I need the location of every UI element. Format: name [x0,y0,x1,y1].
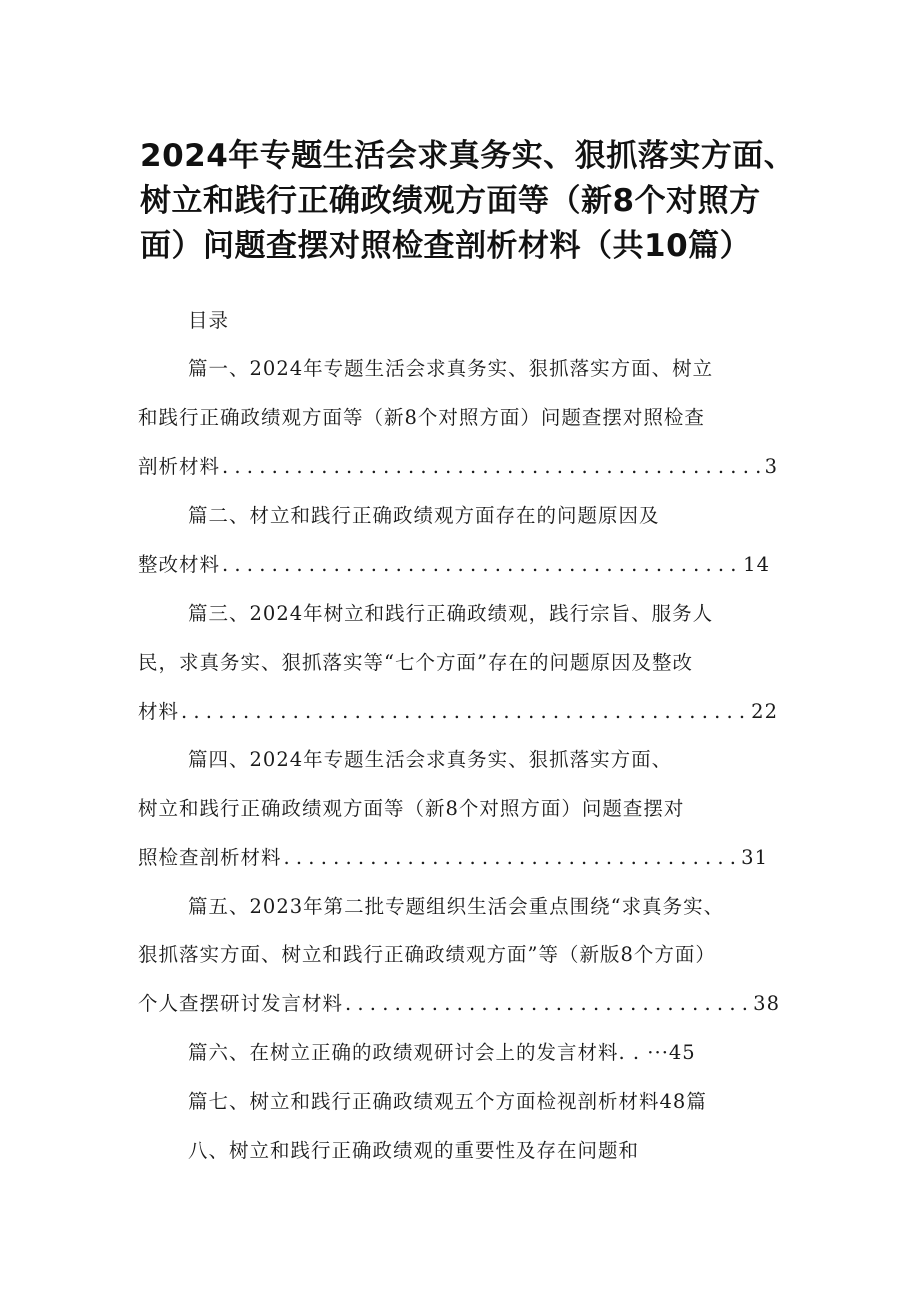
toc-entry-4-title-end: 照检查剖析材料 [138,846,282,869]
toc-entry-3-line-2[interactable]: 民，求真务实、狠抓落实等“七个方面”存在的问题原因及整改 [138,651,693,674]
toc-entry-3-last-line[interactable] [138,697,778,727]
toc-entry-3-page: 22 [751,700,778,723]
toc-entry-4-line-1[interactable]: 篇四、2024年专题生活会求真务实、狠抓落实方面、 [188,748,673,771]
title-line-3: 面）问题查摆对照检查剖析材料（共10篇） [140,228,752,264]
toc-entry-4-line-2[interactable]: 树立和践行正确政绩观方面等（新8个对照方面）问题查摆对 [138,797,685,820]
toc-entry-6[interactable]: 篇六、在树立正确的政绩观研讨会上的发言材料. . ···45 [188,1041,696,1064]
toc-entry-1-title-end: 剖析材料 [138,455,221,478]
dot-leader [181,697,747,727]
dot-leader [345,989,749,1019]
toc-entry-1-page: 3 [764,455,778,478]
toc-entry-4-page: 31 [741,846,768,869]
toc-entry-1-last-line[interactable] [138,452,778,482]
dot-leader [222,550,739,580]
toc-entry-1-line-2[interactable]: 和践行正确政绩观方面等（新8个对照方面）问题查摆对照检查 [138,406,705,429]
toc-entry-5-line-2[interactable]: 狠抓落实方面、树立和践行正确政绩观方面”等（新版8个方面） [138,943,716,966]
title-line-1: 2024年专题生活会求真务实、狠抓落实方面、 [140,138,796,174]
dot-leader [222,452,761,482]
toc-entry-3-title-end: 材料 [138,700,180,723]
toc-entry-3-line-1[interactable]: 篇三、2024年树立和践行正确政绩观，践行宗旨、服务人 [188,602,714,625]
toc-heading: 目录 [188,309,230,332]
toc-entry-2-page: 14 [743,553,770,576]
toc-entry-5-last-line[interactable] [138,989,780,1019]
toc-entry-2-last-line[interactable] [138,550,770,580]
toc-entry-1-line-1[interactable]: 篇一、2024年专题生活会求真务实、狠抓落实方面、树立 [188,357,714,380]
toc-entry-2-line-1[interactable]: 篇二、材立和践行正确政绩观方面存在的问题原因及 [188,504,660,527]
toc-entry-4-last-line[interactable] [138,843,768,873]
toc-entry-5-page: 38 [753,992,780,1015]
document-title [140,134,800,269]
toc-entry-5-line-1[interactable]: 篇五、2023年第二批专题组织生活会重点围绕“求真务实、 [188,895,725,918]
toc-entry-7[interactable]: 篇七、树立和践行正确政绩观五个方面检视剖析材料48篇 [188,1090,707,1113]
dot-leader [284,843,738,873]
toc-entry-5-title-end: 个人查摆研讨发言材料 [138,992,344,1015]
toc-entry-8[interactable]: 八、树立和践行正确政绩观的重要性及存在问题和 [188,1139,640,1162]
title-line-2: 树立和践行正确政绩观方面等（新8个对照方 [140,183,761,219]
toc-entry-2-title-end: 整改材料 [138,553,221,576]
